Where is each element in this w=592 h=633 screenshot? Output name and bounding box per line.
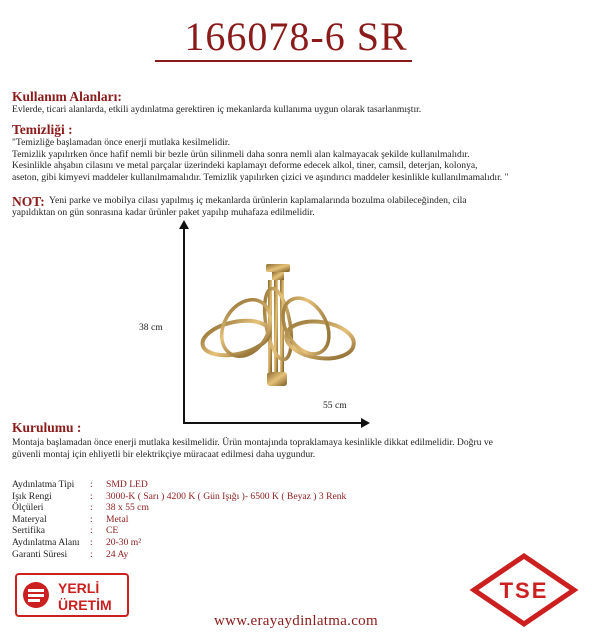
spec-row: [12, 525, 346, 537]
cleaning-line: aseton, gibi kimyevi maddeler kullanılmamalıdır. Temizlik yapılırken çizici ve aşındırıcı maddeler kesinlikle kullanılmamalıdır. ": [12, 171, 509, 183]
spec-value: SMD LED: [106, 479, 148, 490]
height-dimension-line: [183, 226, 185, 424]
spec-table: [12, 479, 346, 560]
spec-separator: :: [90, 548, 93, 560]
install-line: güvenli montaj için ehliyetli bir elektrikçiye müracaat edilmesi daha uygundur.: [12, 448, 316, 460]
spec-separator: :: [90, 490, 93, 502]
install-heading: Kurulumu :: [12, 420, 82, 435]
uretim-text: ÜRETİM: [58, 597, 112, 613]
width-label: 55 cm: [323, 400, 347, 411]
usage-text: Evlerde, ticari alanlarda, etkili aydınlatma gerektiren iç mekanlarda kullanıma uygun olarak tasarlanmıştır.: [12, 104, 422, 115]
spec-row: [12, 502, 346, 514]
note-line: Yeni parke ve mobilya cilası yapılmış iç mekanlarda ürünlerin kaplamalarında bozulma olabileceğinden, cila: [49, 195, 467, 206]
spec-label: Aydınlatma Alanı: [12, 536, 80, 548]
website-link[interactable]: www.erayaydinlatma.com: [214, 613, 378, 629]
spec-label: Sertifika: [12, 525, 46, 537]
cleaning-line: "Temizliğe başlamadan önce enerji mutlaka kesilmelidir.: [12, 137, 230, 148]
spec-value: Metal: [106, 513, 129, 525]
width-dimension-line: [183, 422, 363, 424]
arrow-right-icon: [361, 418, 370, 428]
height-label: 38 cm: [139, 322, 163, 333]
note-text: [12, 195, 582, 218]
spec-label: Ölçüleri: [12, 502, 44, 514]
spec-label: Materyal: [12, 513, 47, 525]
spec-row: [12, 549, 346, 561]
cleaning-line: Temizlik yapılırken önce hafif nemli bir bezle ürün silinmeli daha sonra nemli alan kalmayacak şekilde kullanılmalıdır.: [12, 148, 470, 160]
install-line: Montaja başlamadan önce enerji mutlaka kesilmelidir. Ürün montajında topraklamaya kesinlikle dikkat edilmelidir. Doğru ve: [12, 437, 493, 448]
title-underline: [155, 60, 412, 62]
note-heading: NOT:: [12, 194, 45, 209]
hand-icon: [23, 582, 49, 608]
spec-value: CE: [106, 525, 119, 537]
cleaning-text: [12, 137, 582, 183]
spec-row: [12, 514, 346, 526]
spec-value: 3000-K ( Sarı ) 4200 K ( Gün Işığı )- 6500 K ( Beyaz ) 3 Renk: [106, 490, 347, 502]
install-text: [12, 437, 582, 460]
spec-separator: :: [90, 502, 93, 514]
yerli-text: YERLİ: [58, 580, 100, 596]
spec-row: [12, 491, 346, 503]
spec-separator: :: [90, 525, 93, 537]
spec-row: [12, 479, 346, 491]
usage-heading: Kullanım Alanları:: [12, 89, 122, 104]
spec-separator: :: [90, 536, 93, 548]
cleaning-heading: Temizliği :: [12, 122, 73, 137]
spec-separator: :: [90, 513, 93, 525]
cleaning-line: Kesinlikle ahşabın cilasını ve metal parçalar üzerindeki kaplamayı deforme edecek alkol, tiner, camsil, deterjan, kolonya,: [12, 160, 478, 172]
spec-label: Işık Rengi: [12, 490, 52, 502]
spec-value: 24 Ay: [106, 548, 129, 560]
spec-value: 38 x 55 cm: [106, 502, 149, 514]
tse-text: TSE: [499, 578, 549, 603]
product-code-title: 166078-6 SR: [184, 14, 408, 59]
spec-label: Garanti Süresi: [12, 548, 68, 560]
chandelier-product-image: [188, 262, 368, 402]
note-line: yapıldıktan on gün sonrasına kadar ürünler paket yapılıp muhafaza edilmelidir.: [12, 206, 315, 218]
spec-separator: :: [90, 479, 93, 490]
spec-label: Aydınlatma Tipi: [12, 479, 75, 490]
spec-value: 20-30 m²: [106, 536, 142, 548]
spec-row: [12, 537, 346, 549]
arrow-up-icon: [179, 220, 189, 229]
